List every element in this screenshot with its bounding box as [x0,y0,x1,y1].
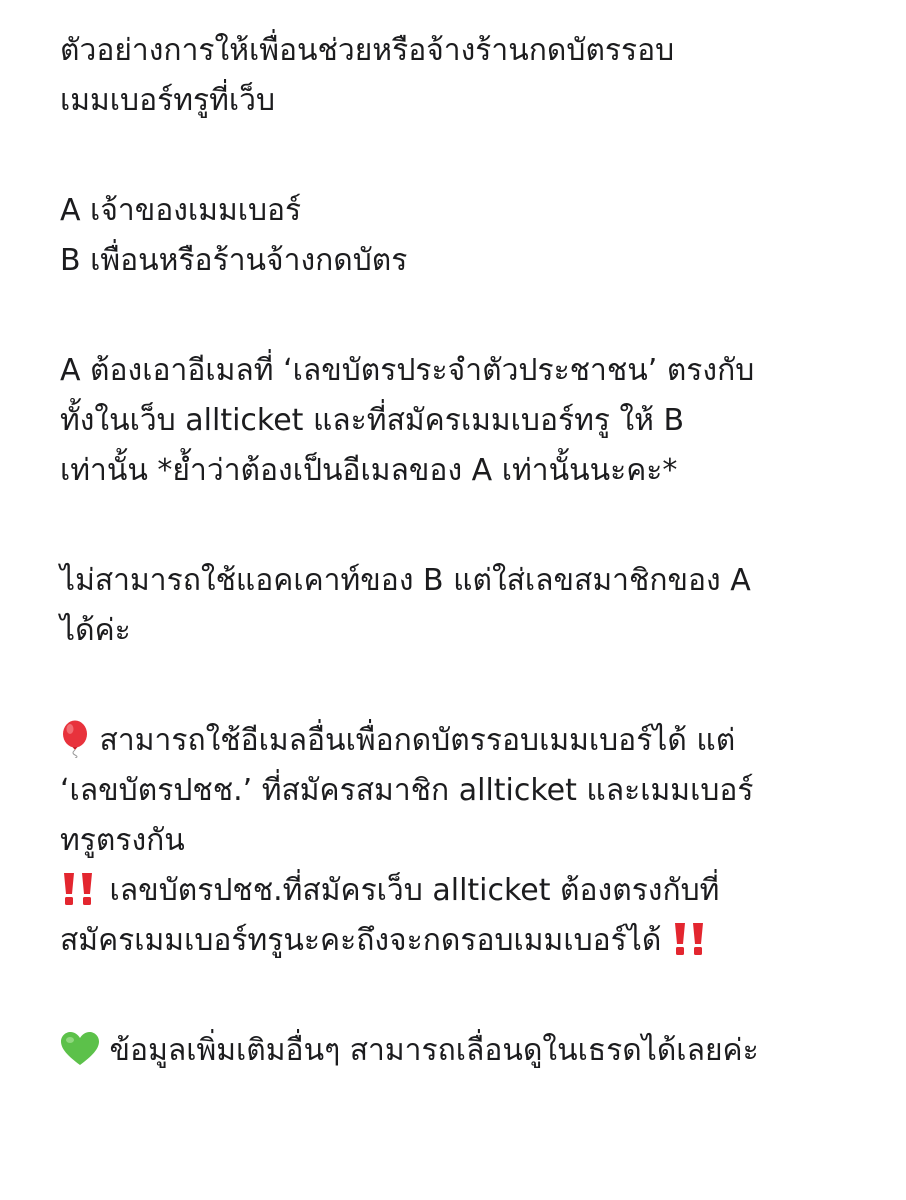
balloon-note-line-3: ทรูตรงกัน [60,823,185,858]
warning-text-1: เลขบัตรปชช.ที่สมัครเว็บ allticket ต้องตรงกับที่ [109,873,720,908]
restriction-line-1: ไม่สามารถใช้แอคเคาท์ของ B แต่ใส่เลขสมาชิกของ A [60,563,751,598]
warning-line-2 [60,916,866,966]
more-info-text: ข้อมูลเพิ่มเติมอื่นๆ สามารถเลื่อนดูในเธรดได้เลยค่ะ [109,1033,759,1068]
heading-line-1: ตัวอย่างการให้เพื่อนช่วยหรือจ้างร้านกดบัตรรอบ [60,33,675,68]
instruction-line-3: เท่านั้น *ย้ำว่าต้องเป็นอีเมลของ A เท่านั้นนะคะ* [60,453,678,488]
balloon-note-line-2: ‘เลขบัตรปชช.’ ที่สมัครสมาชิก allticket และเมมเบอร์ [60,773,754,808]
instruction-line-1: A ต้องเอาอีเมลที่ ‘เลขบัตรประจำตัวประชาชน’ ตรงกับ [60,353,755,388]
warning-text-2: สมัครเมมเบอร์ทรูนะคะถึงจะกดรอบเมมเบอร์ได้ [60,923,662,958]
double-exclamation-icon [671,922,711,956]
warning-line-1 [60,866,866,916]
balloon-note-text-1: สามารถใช้อีเมลอื่นเพื่อกดบัตรรอบเมมเบอร์ได้ แต่ [99,723,736,758]
role-b-line: B เพื่อนหรือร้านจ้างกดบัตร [60,243,408,278]
instruction-line-2: ทั้งในเว็บ allticket และที่สมัครเมมเบอร์ทรู ให้ B [60,403,685,438]
balloon-note-line-1 [60,716,866,766]
green-heart-icon [60,1031,100,1067]
role-a-line: A เจ้าของเมมเบอร์ [60,193,302,228]
balloon-icon [60,720,90,758]
restriction-line-2: ได้ค่ะ [60,613,131,648]
double-exclamation-icon [60,872,100,906]
heading-line-2: เมมเบอร์ทรูที่เว็บ [60,83,276,118]
more-info-line [60,1026,866,1076]
